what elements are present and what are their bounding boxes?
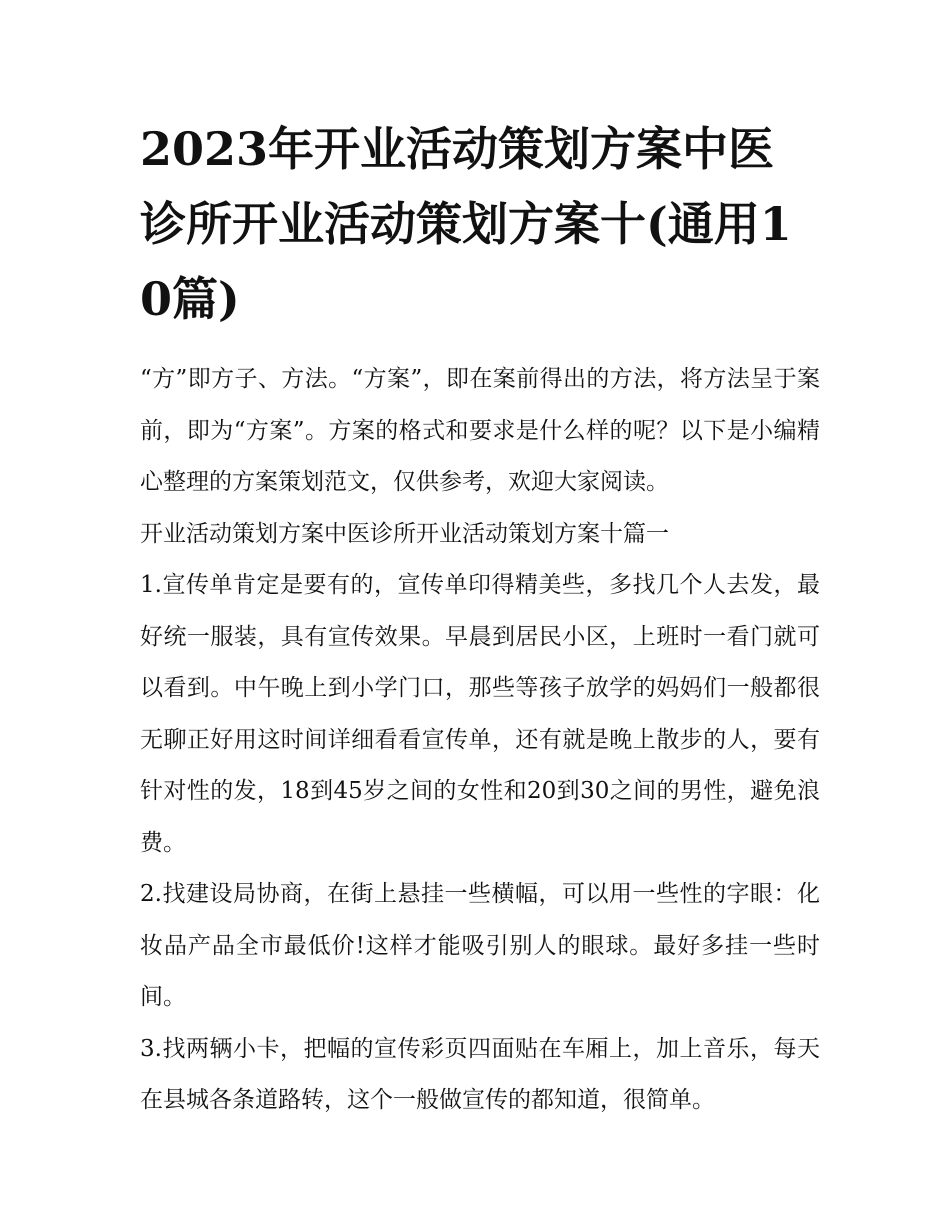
document-title: 2023年开业活动策划方案中医诊所开业活动策划方案十(通用10篇)	[140, 122, 792, 326]
document-body	[140, 112, 820, 1127]
list-item-1: 1.宣传单肯定是要有的，宣传单印得精美些，多找几个人去发，最好统一服装，具有宣传效果。早晨到居民小区，上班时一看门就可以看到。中午晚上到小学门口，那些等孩子放学的妈妈们一般都很无聊正好用这时间详细看看宣传单，还有就是晚上散步的人，要有针对性的发，18到45岁之间的女性和20到30之间的男性，避免浪费。	[140, 572, 820, 856]
section-heading: 开业活动策划方案中医诊所开业活动策划方案十篇一	[140, 520, 669, 547]
list-item-3: 3.找两辆小卡，把幅的宣传彩页四面贴在车厢上，加上音乐，每天在县城各条道路转，这个一般做宣传的都知道，很简单。	[140, 1035, 820, 1113]
list-item-2: 2.找建设局协商，在街上悬挂一些横幅，可以用一些性的字眼：化妆品产品全市最低价!这样才能吸引别人的眼球。最好多挂一些时间。	[140, 881, 820, 1010]
paragraph-list	[140, 354, 820, 1127]
intro-paragraph: “方”即方子、方法。“方案”，即在案前得出的方法，将方法呈于案前，即为“方案”。方案的格式和要求是什么样的呢？以下是小编精心整理的方案策划范文，仅供参考，欢迎大家阅读。	[140, 366, 820, 495]
